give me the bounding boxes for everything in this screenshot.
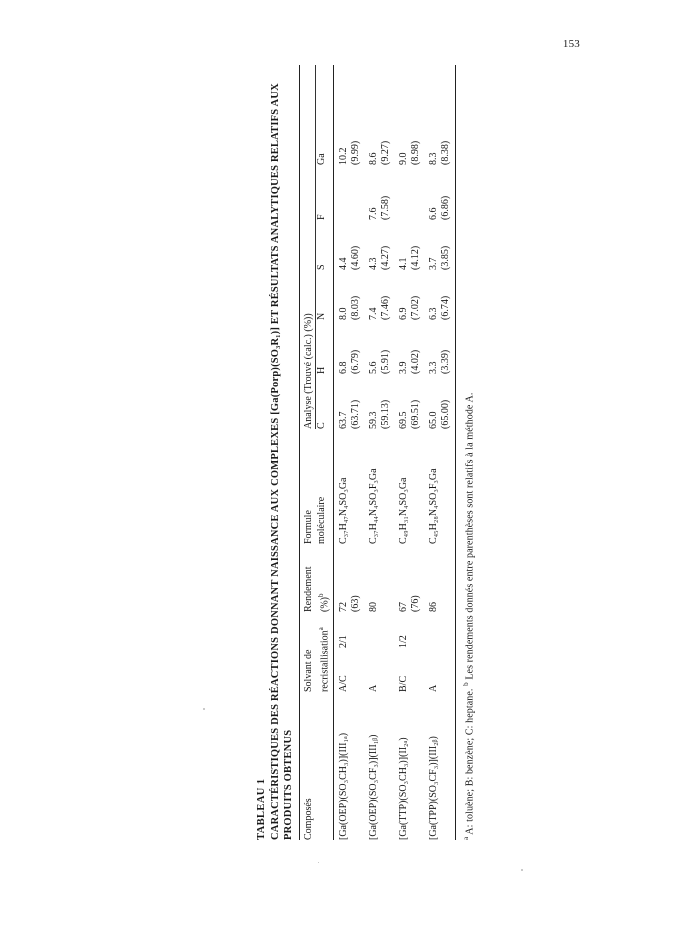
table-label: TABLEAU 1	[256, 778, 267, 840]
cell-s: 4.3	[368, 257, 380, 270]
cell-solvent: A	[428, 684, 440, 692]
cell-solvent: A/C	[338, 675, 350, 692]
cell-ga: (9.99)	[349, 140, 361, 165]
footnote-text-b: Les rendements donnés entre parenthèses sont relatifs à la méthode A.	[464, 392, 476, 680]
cell-n: 6.9	[398, 307, 410, 320]
cell-solvent: A	[368, 684, 380, 692]
header-solvant: Solvant de	[303, 649, 314, 692]
cell-h: (6.79)	[349, 349, 361, 374]
cell-compound: [Ga(OEP)(SO₃CF₃)](III₁ᵦ)	[368, 734, 380, 840]
cell-f: (6.86)	[439, 195, 451, 220]
cell-f	[334, 165, 350, 220]
header-element-ga: Ga	[316, 65, 334, 165]
data-table	[300, 65, 455, 840]
cell-h: 5.6	[368, 361, 380, 374]
table-title	[269, 65, 295, 840]
table-title-line-2: PRODUITS OBTENUS	[283, 729, 294, 840]
cell-formula: C₄₉H₃₁N₄SO₃Ga	[398, 477, 410, 544]
cell-solvent	[380, 648, 392, 692]
footnote-mark-b: b	[462, 682, 471, 686]
cell-c: 59.3	[368, 411, 380, 429]
cell-ga: 8.3	[428, 152, 440, 165]
cell-h: (4.02)	[409, 349, 421, 374]
cell-ratio	[421, 612, 440, 648]
cell-f: 7.6	[368, 207, 380, 220]
cell-c: 69.5	[398, 411, 410, 429]
cell-yield	[440, 544, 456, 612]
header-formule-line2: moléculaire	[316, 429, 334, 544]
cell-ga: (8.98)	[409, 140, 421, 165]
cell-s: (4.12)	[409, 245, 421, 270]
cell-n: (7.02)	[409, 295, 421, 320]
cell-ratio	[380, 612, 392, 648]
cell-h: (5.91)	[379, 349, 391, 374]
footnote-text-a: A: toluène; B: benzène; C: heptane.	[464, 688, 476, 835]
scan-speck	[521, 869, 523, 871]
cell-formula: C₃₇H₄₇N₄SO₃Ga	[338, 477, 350, 544]
cell-n: 8.0	[338, 307, 350, 320]
cell-ga: (8.38)	[439, 140, 451, 165]
cell-yield: 80	[368, 602, 380, 612]
cell-ratio	[361, 612, 380, 648]
cell-compound	[410, 692, 422, 840]
footnote-mark-a: a	[462, 836, 471, 840]
cell-c: (69.51)	[409, 399, 421, 429]
table-row	[421, 65, 440, 840]
cell-ratio	[440, 612, 456, 648]
table-row	[361, 65, 380, 840]
cell-formula	[380, 429, 392, 544]
table-row	[410, 65, 422, 840]
cell-formula: C₄₅H₂₈N₄SO₃F₃Ga	[428, 468, 440, 544]
cell-formula	[440, 429, 456, 544]
cell-n: 7.4	[368, 307, 380, 320]
cell-n: (7.46)	[379, 295, 391, 320]
cell-compound	[440, 692, 456, 840]
table-bottom-rule	[455, 65, 456, 840]
cell-n: 6.3	[428, 307, 440, 320]
table-footnote	[462, 65, 475, 840]
cell-s: 4.4	[338, 257, 350, 270]
cell-s: (4.60)	[349, 245, 361, 270]
cell-h: 3.3	[428, 361, 440, 374]
cell-compound	[350, 692, 362, 840]
cell-yield: 72	[338, 602, 350, 612]
cell-f	[350, 165, 362, 220]
cell-solvent	[440, 648, 456, 692]
cell-ratio: 2/1	[338, 635, 350, 648]
cell-c: (59.13)	[379, 399, 391, 429]
cell-yield: 67	[398, 602, 410, 612]
cell-yield	[380, 544, 392, 612]
table-row	[380, 65, 392, 840]
header-solvant-line2: recristallisation$^a$	[316, 612, 334, 692]
cell-s: 4.1	[398, 257, 410, 270]
cell-n: (6.74)	[439, 295, 451, 320]
header-analyse: Analyse (Trouvé (calc.) (%))	[300, 65, 316, 429]
cell-f: 6.6	[428, 207, 440, 220]
cell-compound	[380, 692, 392, 840]
cell-formula: C₃₇H₄₄N₄SO₃F₃Ga	[368, 468, 380, 544]
cell-h: 3.9	[398, 361, 410, 374]
header-element-c: C	[316, 374, 334, 429]
cell-compound: [Ga(TTP)(SO₃CH₃)](II₂ₐ)	[398, 737, 410, 840]
cell-yield: (76)	[409, 595, 421, 612]
cell-solvent: B/C	[398, 675, 410, 692]
rotated-table-block	[255, 65, 490, 840]
cell-solvent	[350, 648, 362, 692]
header-element-h: H	[316, 320, 334, 374]
cell-ratio: 1/2	[398, 635, 410, 648]
cell-compound: [Ga(OEP)(SO₃CH₃)](III₁ₐ)	[338, 732, 350, 840]
table-row	[391, 65, 410, 840]
cell-ga: 8.6	[368, 152, 380, 165]
cell-c: (63.71)	[349, 399, 361, 429]
header-rendement: Rendement	[303, 566, 314, 612]
cell-s: (3.85)	[439, 245, 451, 270]
header-element-s: S	[316, 220, 334, 270]
cell-yield: 86	[428, 602, 440, 612]
cell-c: 63.7	[338, 411, 350, 429]
cell-ratio	[410, 612, 422, 648]
cell-ga: 9.0	[398, 152, 410, 165]
cell-formula	[410, 429, 422, 544]
cell-h: (3.39)	[439, 349, 451, 374]
header-compose: Composés	[303, 798, 314, 840]
cell-ga: (9.27)	[379, 140, 391, 165]
cell-n: (8.03)	[349, 295, 361, 320]
scan-speck	[318, 862, 319, 863]
cell-c: 65.0	[428, 411, 440, 429]
header-formule: Formule	[303, 510, 314, 544]
cell-c: (65.00)	[439, 399, 451, 429]
cell-h: 6.8	[338, 361, 350, 374]
cell-ga: 10.2	[338, 147, 350, 165]
table-row	[334, 65, 350, 840]
cell-compound: [Ga(TPP)(SO₃CF₃)](III₂ᵦ)	[428, 736, 440, 840]
header-rendement-line2: (%)$^b$	[316, 544, 334, 612]
cell-yield: (63)	[349, 595, 361, 612]
page-number: 153	[562, 38, 580, 50]
cell-f: (7.58)	[379, 195, 391, 220]
cell-solvent	[410, 648, 422, 692]
cell-s: (4.27)	[379, 245, 391, 270]
cell-f	[391, 165, 410, 220]
cell-f	[410, 165, 422, 220]
table-title-line-1: CARACTÉRISTIQUES DES RÉACTIONS DONNANT NAISSANCE AUX COMPLEXES [Ga(Porp)(SO₃R₁)] ET RÉSULTATS ANALYTIQUES RELATIFS AUX	[270, 83, 281, 840]
cell-ratio	[350, 612, 362, 648]
cell-formula	[350, 429, 362, 544]
table-row	[350, 65, 362, 840]
scan-speck	[203, 708, 205, 710]
table-row	[440, 65, 456, 840]
header-element-f: F	[316, 165, 334, 220]
header-element-n: N	[316, 270, 334, 320]
cell-s: 3.7	[428, 257, 440, 270]
